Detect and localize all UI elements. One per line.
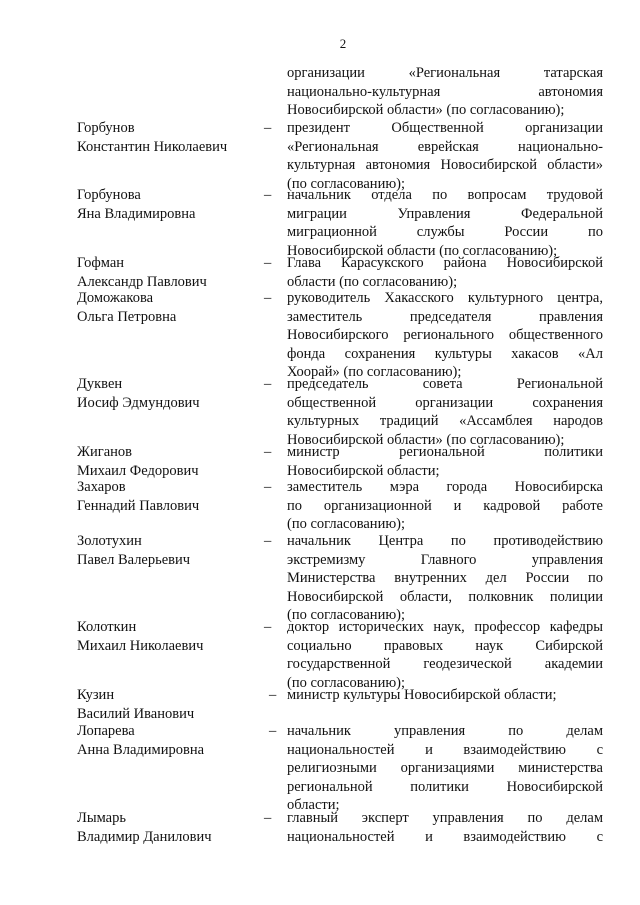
member-surname: Дуквен (77, 376, 123, 392)
member-position (287, 443, 603, 480)
position-line: организации «Региональная татарская (287, 65, 603, 81)
position-line: национально-культурная автономия (287, 83, 603, 100)
position-line: Новосибирской области, полковник полиции (287, 588, 603, 605)
member-position (287, 254, 603, 291)
position-line: начальник управления по делам (287, 723, 603, 739)
member-given-names: Яна Владимировна (77, 205, 196, 222)
member-name (77, 809, 262, 846)
member-position (287, 809, 603, 846)
position-line: (по согласованию); (287, 516, 406, 532)
position-line: по организационной и кадровой работе (287, 497, 603, 514)
member-surname: Золотухин (77, 533, 142, 549)
position-line: «Региональная еврейская национально- (287, 138, 603, 155)
member-position (287, 375, 603, 449)
member-given-names: Михаил Федорович (77, 462, 199, 479)
position-line: области (по согласованию); (287, 273, 458, 290)
position-line: министр региональной политики (287, 444, 603, 460)
position-line: культурная автономия Новосибирской области» (287, 157, 603, 173)
position-line: доктор исторических наук, профессор кафедры (287, 619, 603, 635)
position-line: заместитель председателя правления (287, 308, 603, 325)
member-name (77, 375, 262, 412)
dash-separator: – (264, 479, 272, 495)
position-line: министр культуры Новосибирской области; (287, 687, 557, 703)
position-line: начальник отдела по вопросам трудовой (287, 187, 603, 203)
member-name (77, 532, 262, 569)
dash-separator: – (264, 619, 272, 635)
position-line: Новосибирской области» (по согласованию); (287, 102, 565, 118)
position-line: миграции Управления Федеральной (287, 205, 603, 222)
dash-separator: – (264, 255, 272, 271)
member-given-names: Александр Павлович (77, 273, 207, 290)
member-surname: Гофман (77, 255, 125, 271)
member-given-names: Владимир Данилович (77, 828, 212, 845)
member-position (287, 722, 603, 815)
position-line: региональной политики Новосибирской (287, 778, 603, 795)
member-name (77, 443, 262, 480)
position-line: национальностей и взаимодействию с (287, 741, 603, 758)
dash-separator: – (264, 290, 272, 306)
member-surname: Захаров (77, 479, 126, 495)
member-given-names: Ольга Петровна (77, 308, 177, 325)
member-position (287, 532, 603, 625)
member-name (77, 289, 262, 326)
member-surname: Лымарь (77, 810, 126, 826)
position-line: Новосибирского регионального общественного (287, 327, 603, 343)
member-given-names: Геннадий Павлович (77, 497, 200, 514)
member-position (287, 686, 603, 705)
position-line: Новосибирской области (по согласованию); (287, 242, 558, 259)
position-line: руководитель Хакасского культурного центра, (287, 290, 603, 306)
position-line: президент Общественной организации (287, 120, 603, 136)
position-line: социально правовых наук Сибирской (287, 637, 603, 654)
dash-separator: – (269, 687, 277, 703)
position-line: председатель совета Региональной (287, 376, 603, 392)
position-line: Министерства внутренних дел России по (287, 570, 603, 586)
position-line: национальностей и взаимодействию с (287, 828, 603, 845)
member-given-names: Михаил Николаевич (77, 637, 204, 654)
member-given-names: Павел Валерьевич (77, 551, 191, 568)
member-surname: Горбунова (77, 187, 141, 203)
position-line: Новосибирской области; (287, 462, 440, 479)
member-surname: Колоткин (77, 619, 137, 635)
member-given-names: Василий Иванович (77, 705, 195, 722)
member-name (77, 478, 262, 515)
member-name (77, 254, 262, 291)
position-line: религиозными организациями министерства (287, 760, 603, 776)
member-given-names: Иосиф Эдмундович (77, 394, 200, 411)
member-name (77, 119, 262, 156)
member-position (287, 186, 603, 260)
position-line: (по согласованию); (287, 607, 406, 623)
member-position (287, 119, 603, 193)
position-line: (по согласованию); (287, 674, 406, 691)
member-surname: Горбунов (77, 120, 135, 136)
member-surname: Лопарева (77, 723, 135, 739)
dash-separator: – (264, 444, 272, 460)
dash-separator: – (264, 187, 272, 203)
member-name (77, 186, 262, 223)
member-name (77, 686, 262, 723)
position-line: миграционной службы России по (287, 224, 603, 240)
dash-separator: – (269, 723, 277, 739)
member-given-names: Константин Николаевич (77, 138, 228, 155)
position-line: экстремизму Главного управления (287, 551, 603, 568)
position-line: (по согласованию); (287, 175, 406, 192)
member-given-names: Анна Владимировна (77, 741, 205, 758)
position-line: фонда сохранения культуры хакасов «Ал (287, 345, 603, 362)
member-surname: Доможакова (77, 290, 154, 306)
page-number: 2 (339, 36, 347, 51)
position-line: главный эксперт управления по делам (287, 810, 603, 826)
dash-separator: – (264, 376, 272, 392)
dash-separator: – (264, 810, 272, 826)
position-line: Глава Карасукского района Новосибирской (287, 255, 603, 271)
member-position (287, 618, 603, 692)
member-surname: Жиганов (77, 444, 132, 460)
position-line: начальник Центра по противодействию (287, 533, 603, 549)
member-position (287, 289, 603, 382)
position-line: Новосибирской области» (по согласованию); (287, 431, 565, 448)
member-name (77, 618, 262, 655)
position-line: Хоорай» (по согласованию); (287, 364, 462, 380)
position-line: общественной организации сохранения (287, 394, 603, 411)
position-line: культурных традиций «Ассамблея народов (287, 413, 603, 429)
member-position (287, 64, 603, 120)
position-line: заместитель мэра города Новосибирска (287, 479, 603, 495)
position-line: области; (287, 797, 340, 813)
member-surname: Кузин (77, 687, 115, 703)
position-line: государственной геодезической академии (287, 656, 603, 672)
dash-separator: – (264, 120, 272, 136)
member-position (287, 478, 603, 534)
dash-separator: – (264, 533, 272, 549)
member-name (77, 722, 262, 759)
